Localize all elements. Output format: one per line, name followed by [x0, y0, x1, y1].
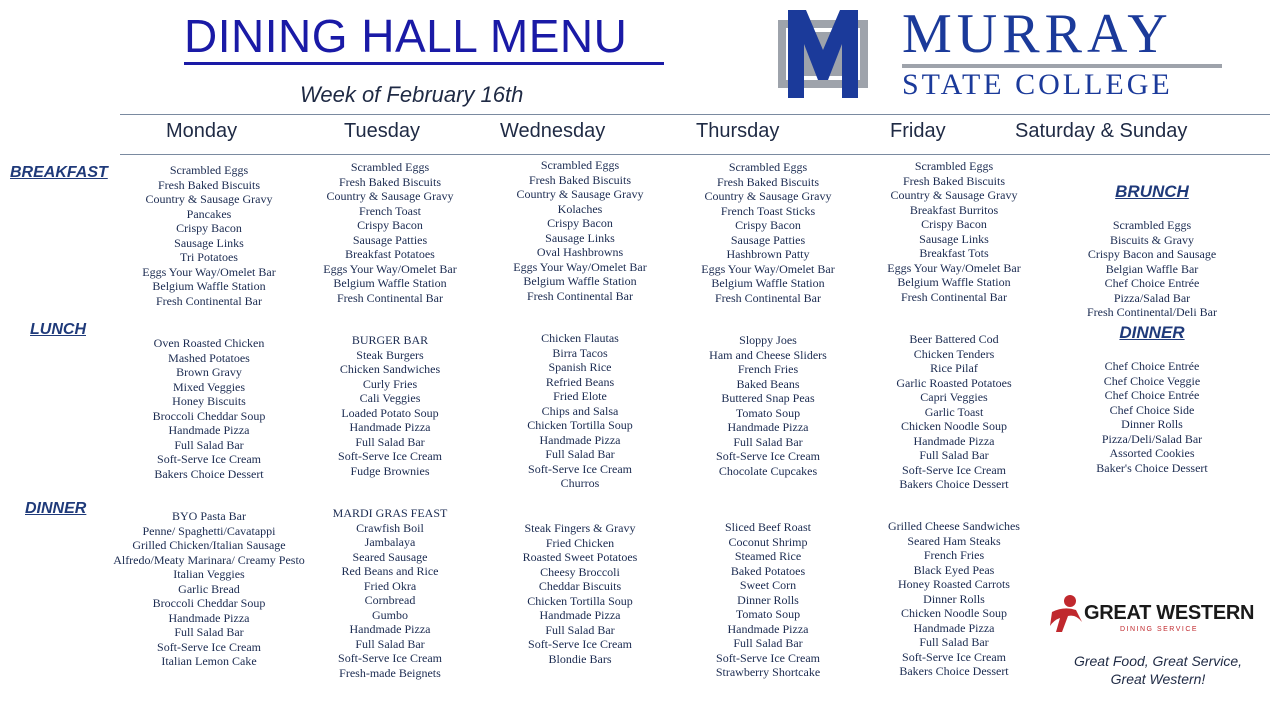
menu-item: Belgium Waffle Station [152, 279, 266, 293]
menu-item: Scrambled Eggs [914, 159, 994, 173]
menu-item: Belgium Waffle Station [333, 276, 447, 290]
weekend-brunch-label: BRUNCH [1115, 182, 1189, 201]
menu-item: Country & Sausage Gravy [145, 192, 273, 206]
friday-breakfast-list [854, 159, 1054, 304]
menu-item: Belgium Waffle Station [711, 276, 825, 290]
menu-item: Handmade Pizza [539, 608, 621, 622]
menu-item: Fresh Baked Biscuits [158, 177, 260, 192]
menu-item: French Fries [923, 548, 985, 562]
tuesday-breakfast-list [290, 160, 490, 305]
menu-item: Refried Beans [545, 374, 615, 389]
menu-item: Bakers Choice Dessert [154, 466, 264, 481]
day-header-thursday: Thursday [696, 120, 780, 142]
menu-item: Rice Pilaf [930, 361, 978, 375]
thursday-breakfast-list [668, 160, 868, 305]
menu-item: Chicken Tortilla Soup [527, 593, 633, 608]
menu-item: Full Salad Bar [355, 636, 425, 651]
week-label: Week of February 16th [300, 82, 524, 107]
menu-item: Country & Sausage Gravy [704, 189, 832, 203]
menu-item: Handmade Pizza [349, 420, 431, 434]
menu-item: Sliced Beef Roast [725, 520, 811, 534]
menu-item: Soft-Serve Ice Cream [716, 650, 820, 665]
menu-item: Cheddar Biscuits [538, 579, 622, 593]
menu-item: Full Salad Bar [919, 448, 989, 462]
menu-item: Country & Sausage Gravy [890, 188, 1018, 202]
menu-item: Chicken Noodle Soup [901, 606, 1007, 620]
menu-item: Seared Sausage [352, 549, 428, 564]
menu-item: Soft-Serve Ice Cream [716, 449, 820, 463]
menu-item: Seared Ham Steaks [907, 533, 1001, 548]
menu-item: Steak Fingers & Gravy [524, 521, 636, 535]
menu-item: Dinner Rolls [923, 591, 985, 606]
menu-item: MARDI GRAS FEAST [332, 506, 448, 520]
menu-item: Red Beans and Rice [341, 564, 439, 578]
page-title: DINING HALL MENU [184, 10, 664, 65]
menu-item: Hashbrown Patty [726, 247, 810, 261]
weekend-dinner-label: DINNER [1119, 323, 1185, 342]
menu-item: Fresh-made Beignets [339, 665, 441, 680]
menu-item: Full Salad Bar [919, 635, 989, 649]
menu-item: Chicken Sandwiches [339, 362, 441, 376]
menu-item: Handmade Pizza [168, 610, 250, 625]
menu-item: Chips and Salsa [541, 403, 619, 418]
menu-item: Crispy Bacon [176, 221, 242, 235]
menu-item: Eggs Your Way/Omelet Bar [887, 260, 1021, 275]
menu-item: Eggs Your Way/Omelet Bar [701, 261, 835, 276]
menu-item: Full Salad Bar [174, 625, 244, 639]
menu-item: Pizza/Deli/Salad Bar [1101, 431, 1203, 446]
menu-item: Crispy Bacon [921, 217, 987, 231]
college-name-line1: MURRAY [902, 3, 1173, 65]
menu-item: Scrambled Eggs [728, 160, 808, 174]
menu-item: Cheesy Broccoli [540, 564, 620, 579]
menu-item: Handmade Pizza [727, 420, 809, 434]
menu-item: Fried Elote [553, 389, 607, 403]
menu-item: Fresh Continental Bar [337, 290, 443, 305]
menu-item: Chef Choice Entrée [1104, 276, 1200, 290]
menu-item: Dinner Rolls [737, 592, 799, 607]
menu-item: Fresh Continental Bar [156, 293, 262, 308]
menu-item: Sausage Links [919, 231, 989, 246]
menu-item: Fresh Baked Biscuits [339, 174, 441, 189]
menu-item: Crispy Bacon [547, 216, 613, 230]
menu-item: Fried Chicken [545, 535, 615, 550]
menu-item: Grilled Chicken/Italian Sausage [132, 538, 286, 552]
menu-item: Chicken Noodle Soup [901, 419, 1007, 433]
weekend-dinner-list [1052, 359, 1252, 475]
menu-item: Scrambled Eggs [1112, 218, 1192, 232]
menu-item: Assorted Cookies [1109, 446, 1195, 460]
menu-item: Baker's Choice Dessert [1096, 460, 1208, 475]
menu-item: Full Salad Bar [174, 437, 244, 452]
menu-item: Cali Veggies [359, 391, 421, 405]
menu-item: Full Salad Bar [733, 636, 803, 650]
great-western-brand: GREAT WESTERN [1084, 602, 1255, 624]
menu-item: Mixed Veggies [172, 379, 246, 394]
menu-item: Soft-Serve Ice Cream [528, 637, 632, 651]
menu-item: Crispy Bacon and Sausage [1087, 247, 1217, 261]
menu-item: Scrambled Eggs [540, 158, 620, 172]
menu-item: Breakfast Burritos [909, 202, 999, 217]
menu-item: French Toast Sticks [720, 203, 816, 218]
menu-item: Scrambled Eggs [169, 163, 249, 177]
menu-item: Loaded Potato Soup [341, 405, 439, 420]
menu-item: Tomato Soup [735, 405, 801, 420]
great-western-subtitle: DINING SERVICE [1120, 626, 1199, 633]
tuesday-lunch-list [290, 333, 490, 478]
menu-item: Full Salad Bar [545, 622, 615, 637]
menu-item: Fresh Baked Biscuits [717, 174, 819, 189]
murray-state-logo-icon [778, 10, 868, 98]
menu-item: Grilled Cheese Sandwiches [888, 519, 1020, 533]
menu-item: Crispy Bacon [357, 218, 423, 232]
menu-item: Brown Gravy [176, 365, 242, 379]
menu-item: Tri Potatoes [180, 250, 238, 264]
menu-item: Gumbo [372, 607, 408, 622]
menu-item: Breakfast Potatoes [345, 247, 435, 261]
menu-item: Cornbread [364, 593, 416, 607]
menu-item: Black Eyed Peas [913, 562, 995, 577]
menu-item: Bakers Choice Dessert [899, 477, 1009, 491]
menu-item: Beer Battered Cod [909, 332, 999, 346]
weekend-brunch-list [1052, 218, 1252, 320]
menu-item: Bakers Choice Dessert [899, 664, 1009, 678]
divider-top [120, 114, 1270, 115]
menu-item: Scrambled Eggs [350, 160, 430, 174]
meal-label-lunch: LUNCH [30, 321, 86, 338]
menu-item: Crawfish Boil [356, 520, 424, 535]
menu-item: Chicken Flautas [541, 331, 619, 345]
menu-item: Belgium Waffle Station [897, 275, 1011, 289]
day-header-wednesday: Wednesday [500, 120, 606, 142]
menu-item: Eggs Your Way/Omelet Bar [513, 259, 647, 274]
menu-item: Steamed Rice [734, 549, 802, 563]
menu-item: Country & Sausage Gravy [326, 189, 454, 203]
menu-item: Blondie Bars [548, 651, 612, 666]
menu-item: Soft-Serve Ice Cream [528, 461, 632, 476]
day-header-friday: Friday [890, 120, 946, 142]
meal-label-dinner: DINNER [25, 500, 87, 517]
menu-item: Oval Hashbrowns [536, 245, 624, 259]
menu-item: Tomato Soup [735, 607, 801, 621]
menu-item: Mashed Potatoes [168, 350, 250, 365]
menu-item: Sausage Links [545, 230, 615, 245]
menu-item: Eggs Your Way/Omelet Bar [142, 264, 276, 279]
menu-item: Pizza/Salad Bar [1113, 290, 1191, 305]
menu-item: Handmade Pizza [913, 620, 995, 635]
menu-item: Eggs Your Way/Omelet Bar [323, 261, 457, 276]
menu-item: French Fries [737, 362, 799, 376]
menu-item: Honey Biscuits [172, 394, 246, 408]
menu-item: Handmade Pizza [168, 423, 250, 437]
menu-item: Jambalaya [364, 535, 416, 549]
menu-item: Churros [560, 476, 600, 490]
menu-item: Soft-Serve Ice Cream [157, 452, 261, 466]
menu-item: Kolaches [557, 201, 603, 216]
menu-item: Breakfast Tots [919, 246, 989, 260]
monday-lunch-list [109, 336, 309, 481]
menu-item: Fresh Continental Bar [715, 290, 821, 305]
college-name [902, 4, 1222, 100]
menu-item: Garlic Bread [178, 581, 240, 596]
menu-item: Sausage Patties [352, 232, 428, 247]
friday-dinner-list [854, 519, 1054, 679]
menu-item: Penne/ Spaghetti/Cavatappi [142, 523, 276, 538]
menu-item: Handmade Pizza [913, 433, 995, 448]
menu-item: Chicken Tortilla Soup [527, 418, 633, 432]
menu-item: Crispy Bacon [735, 218, 801, 232]
menu-item: Chef Choice Veggie [1103, 373, 1201, 388]
menu-item: Sausage Patties [730, 232, 806, 247]
wednesday-breakfast-list [480, 158, 680, 303]
menu-item: Baked Potatoes [730, 563, 806, 578]
menu-item: Belgium Waffle Station [523, 274, 637, 288]
menu-item: Steak Burgers [356, 347, 424, 362]
day-header-monday: Monday [166, 120, 238, 142]
menu-item: Italian Veggies [173, 567, 245, 581]
menu-item: Soft-Serve Ice Cream [902, 649, 1006, 664]
college-name-line2: STATE COLLEGE [902, 64, 1222, 100]
menu-item: Sweet Corn [739, 578, 797, 592]
menu-item: BYO Pasta Bar [172, 509, 246, 523]
menu-item: Soft-Serve Ice Cream [157, 639, 261, 654]
menu-item: Sloppy Joes [739, 333, 797, 347]
menu-item: Handmade Pizza [539, 432, 621, 447]
menu-item: Baked Beans [736, 376, 800, 391]
menu-item: Full Salad Bar [545, 447, 615, 461]
menu-item: Garlic Roasted Potatoes [896, 375, 1012, 390]
menu-item: Spanish Rice [548, 360, 612, 374]
monday-breakfast-list [109, 163, 309, 308]
menu-item: Chocolate Cupcakes [718, 463, 818, 478]
menu-item: Belgian Waffle Bar [1105, 261, 1199, 276]
menu-item: Ham and Cheese Sliders [709, 347, 827, 362]
thursday-lunch-list [668, 333, 868, 478]
menu-item: Full Salad Bar [355, 434, 425, 449]
menu-item: Roasted Sweet Potatoes [522, 550, 638, 564]
menu-item: Chef Choice Side [1109, 402, 1195, 417]
wednesday-lunch-list [480, 331, 680, 491]
menu-item: French Toast [359, 203, 421, 218]
divider-bottom [120, 154, 1270, 155]
tuesday-dinner-list [290, 506, 490, 680]
menu-item: Strawberry Shortcake [715, 665, 821, 679]
menu-item: Broccoli Cheddar Soup [152, 596, 266, 610]
tagline-line2: Great Western! [1110, 671, 1206, 687]
menu-item: Italian Lemon Cake [161, 654, 257, 668]
menu-item: Chicken Tenders [913, 346, 995, 361]
menu-item: Fudge Brownies [350, 463, 430, 478]
menu-item: Honey Roasted Carrots [898, 577, 1010, 591]
menu-item: Soft-Serve Ice Cream [902, 462, 1006, 477]
tagline-line1: Great Food, Great Service, [1073, 653, 1243, 669]
day-header-weekend: Saturday & Sunday [1015, 120, 1188, 142]
menu-item: Country & Sausage Gravy [516, 187, 644, 201]
day-header-tuesday: Tuesday [344, 120, 420, 142]
menu-item: Soft-Serve Ice Cream [338, 449, 442, 463]
menu-item: Birra Tacos [552, 345, 608, 360]
menu-item: Chef Choice Entrée [1104, 359, 1200, 373]
menu-item: Fresh Baked Biscuits [903, 173, 1005, 188]
menu-item: Pancakes [186, 206, 232, 221]
wednesday-dinner-list [480, 521, 680, 666]
friday-lunch-list [854, 332, 1054, 492]
menu-item: Soft-Serve Ice Cream [338, 651, 442, 665]
menu-item: Broccoli Cheddar Soup [152, 408, 266, 423]
menu-item: Capri Veggies [920, 390, 988, 404]
menu-item: Fried Okra [363, 578, 417, 593]
menu-item: Buttered Snap Peas [721, 391, 815, 405]
thursday-dinner-list [668, 520, 868, 680]
menu-item: Alfredo/Meaty Marinara/ Creamy Pesto [113, 552, 305, 567]
menu-item: Garlic Toast [924, 404, 984, 419]
meal-label-breakfast: BREAKFAST [10, 164, 108, 181]
menu-item: Biscuits & Gravy [1110, 232, 1194, 247]
menu-item: Dinner Rolls [1121, 417, 1183, 431]
menu-item: Fresh Continental Bar [527, 288, 633, 303]
menu-item: Full Salad Bar [733, 434, 803, 449]
menu-item: Coconut Shrimp [728, 534, 808, 549]
menu-item: Handmade Pizza [727, 621, 809, 636]
tagline [1050, 652, 1266, 688]
monday-dinner-list [99, 509, 319, 669]
menu-item: Chef Choice Entrée [1104, 388, 1200, 402]
menu-item: BURGER BAR [351, 333, 429, 347]
menu-item: Fresh Continental/Deli Bar [1087, 305, 1217, 319]
menu-item: Fresh Continental Bar [901, 289, 1007, 304]
menu-item: Sausage Links [174, 235, 244, 250]
menu-item: Fresh Baked Biscuits [529, 172, 631, 187]
menu-item: Curly Fries [362, 376, 418, 391]
menu-item: Handmade Pizza [349, 622, 431, 636]
menu-item: Oven Roasted Chicken [153, 336, 265, 350]
